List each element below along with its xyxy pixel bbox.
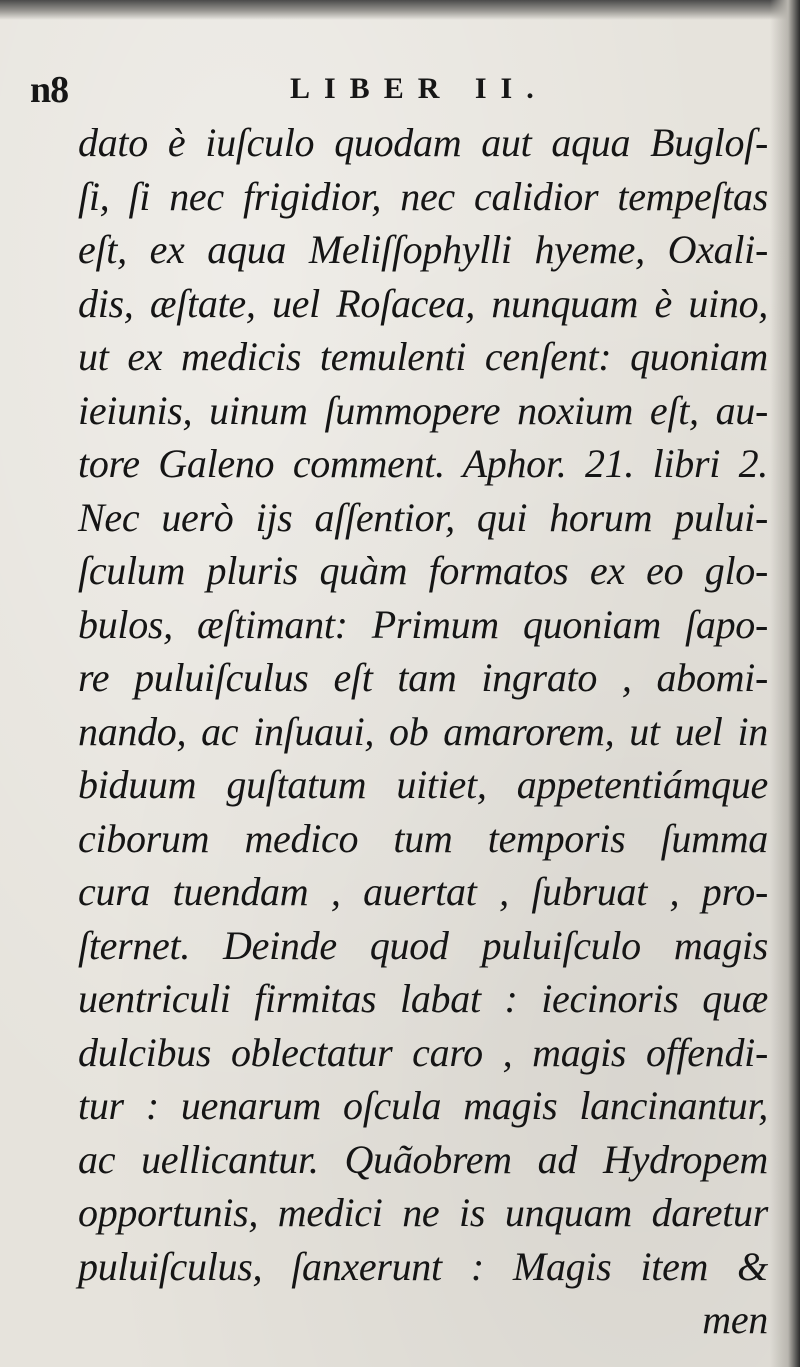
text-line: cura tuendam , auertat , ſubruat , pro-: [78, 869, 768, 914]
text-line: dato è iuſculo quodam aut aqua Bugloſ-: [78, 120, 768, 165]
text-line: dis, æſtate, uel Roſacea, nunquam è uino,: [78, 280, 768, 326]
text-line: puluiſculus, ſanxerunt : Magis item &: [78, 1243, 768, 1289]
catchword: men: [702, 1297, 768, 1342]
body-text: [78, 116, 768, 1347]
page-right-shadow: [770, 0, 800, 1367]
text-line: ſternet. Deinde quod puluiſculo magis: [78, 922, 768, 968]
text-line: dulcibus oblectatur caro , magis offendi-: [78, 1029, 768, 1075]
text-line: ut ex medicis temulenti cenſent: quoniam: [78, 334, 768, 379]
text-line: tore Galeno comment. Aphor. 21. libri 2.: [78, 441, 768, 486]
text-line: tur : uenarum oſcula magis lancinantur,: [78, 1083, 768, 1128]
running-head: [0, 60, 800, 110]
running-title: LIBER II.: [290, 72, 548, 105]
text-line: uentriculi firmitas labat : iecinoris quæ: [78, 976, 768, 1021]
text-line: bulos, æſtimant: Primum quoniam ſapo-: [78, 601, 768, 647]
text-line: ſi, ſi nec frigidior, nec calidior tempeſtas: [78, 173, 768, 219]
text-line: ieiunis, uinum ſummopere noxium eſt, au-: [78, 387, 768, 433]
text-line: ſculum pluris quàm formatos ex eo glo-: [78, 548, 768, 593]
text-line: re puluiſculus eſt tam ingrato , abomi-: [78, 655, 768, 700]
text-line: nando, ac inſuaui, ob amarorem, ut uel in: [78, 708, 768, 754]
text-line: eſt, ex aqua Meliſſophylli hyeme, Oxali-: [78, 227, 768, 272]
page-number: n8: [30, 69, 69, 111]
text-line: ac uellicantur. Quãobrem ad Hydropem: [78, 1136, 768, 1182]
text-line: biduum guſtatum uitiet, appetentiámque: [78, 762, 768, 807]
text-line: opportunis, medici ne is unquam daretur: [78, 1190, 768, 1235]
page-top-shadow: [0, 0, 800, 20]
text-line: Nec uerò ijs aſſentior, qui horum pului-: [78, 494, 768, 540]
text-line: ciborum medico tum temporis ſumma: [78, 815, 768, 861]
